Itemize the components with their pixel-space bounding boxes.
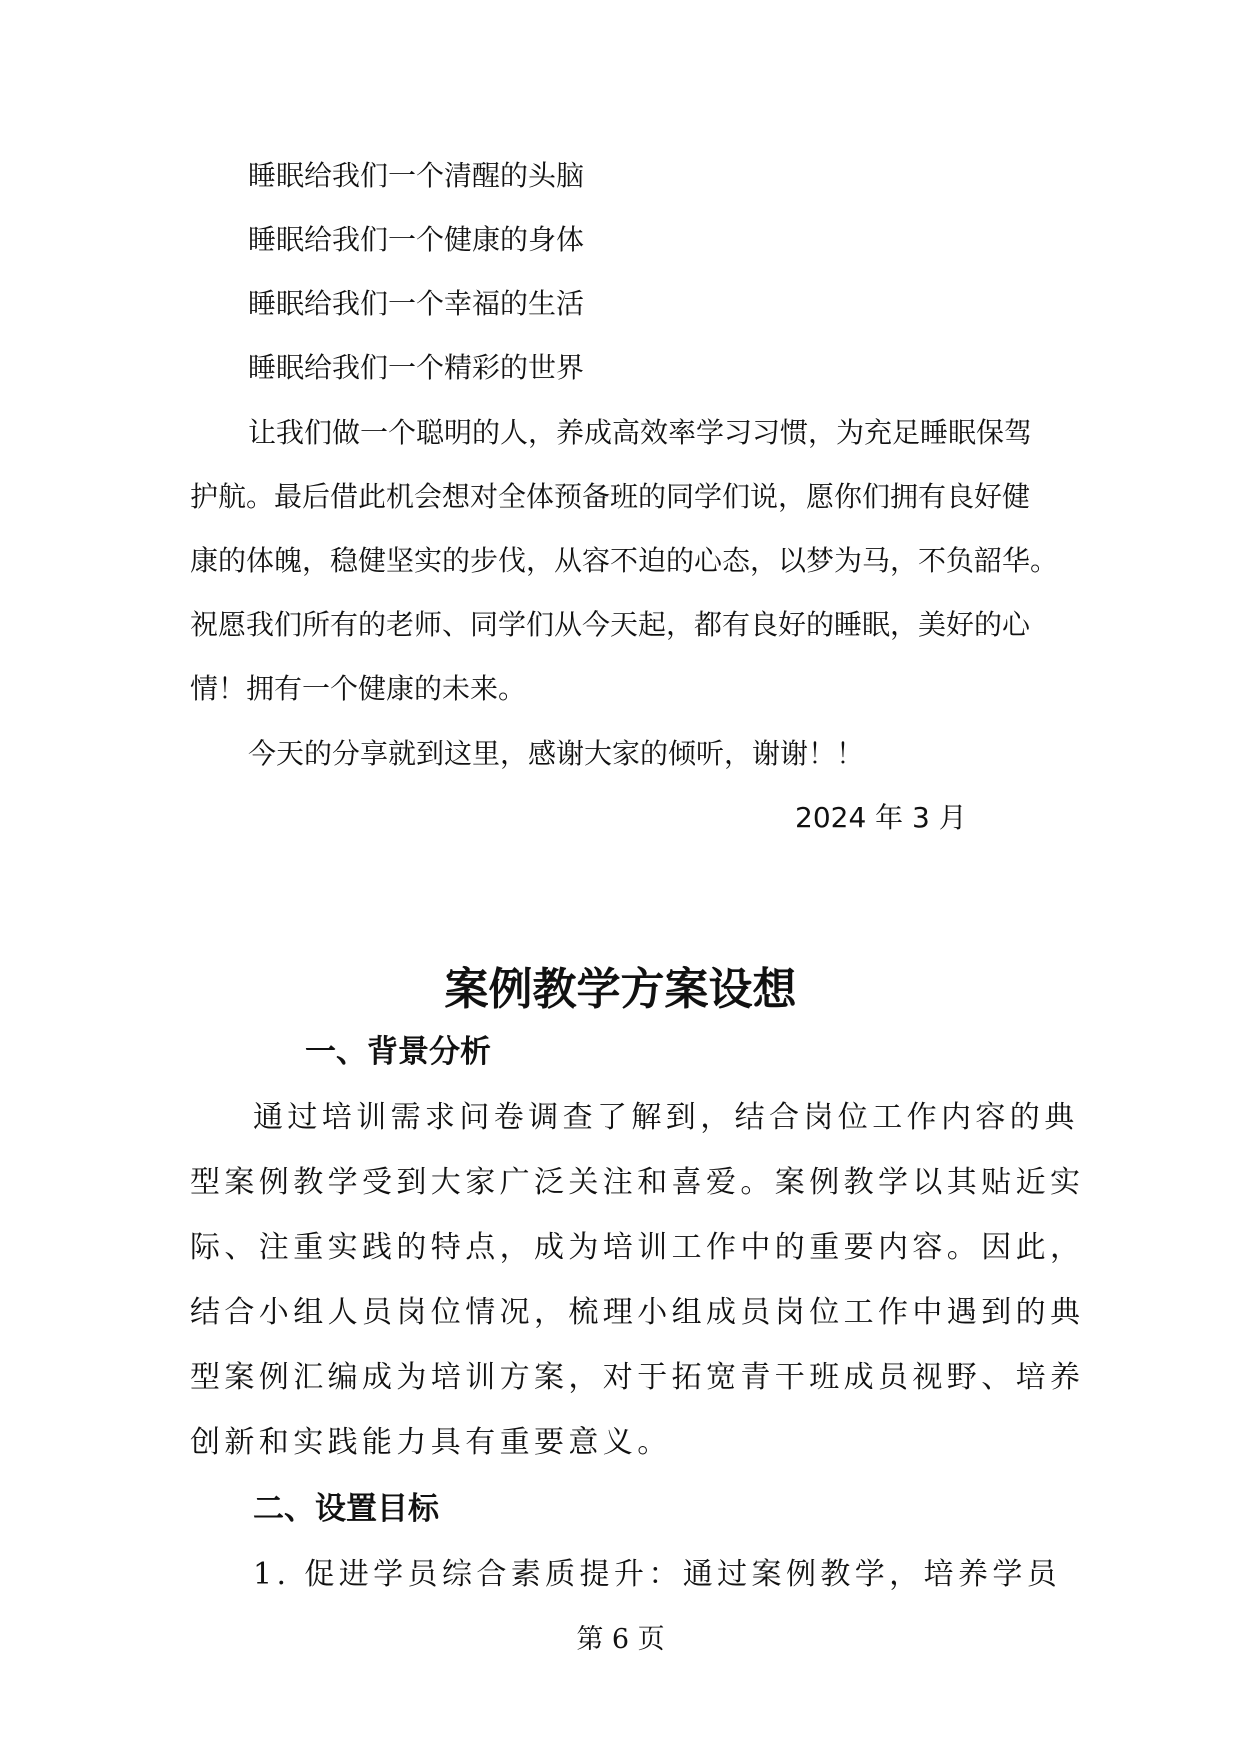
poem-line: 睡眠给我们一个精彩的世界 [248,351,585,384]
body-line: 结合小组人员岗位情况，梳理小组成员岗位工作中遇到的典 [190,1295,1085,1330]
document-title: 案例教学方案设想 [444,964,797,1015]
body-line: 际、注重实践的特点，成为培训工作中的重要内容。因此， [190,1230,1085,1265]
section-heading: 二、设置目标 [253,1491,439,1527]
paragraph-line: 祝愿我们所有的老师、同学们从今天起，都有良好的睡眠，美好的心 [190,608,1031,641]
list-item: 1. 促进学员综合素质提升：通过案例教学，培养学员 [253,1557,1062,1592]
section-heading: 一、背景分析 [305,1034,491,1070]
paragraph-line: 康的体魄，稳健坚实的步伐，从容不迫的心态，以梦为马，不负韶华。 [190,544,1059,577]
body-line: 型案例汇编成为培训方案，对于拓宽青干班成员视野、培养 [190,1360,1085,1395]
body-line: 通过培训需求问卷调查了解到，结合岗位工作内容的典 [253,1100,1079,1135]
body-line: 创新和实践能力具有重要意义。 [190,1425,672,1460]
speech-date: 2024 年 3 月 [795,801,967,834]
paragraph-line: 情！拥有一个健康的未来。 [190,672,527,705]
paragraph-line: 护航。最后借此机会想对全体预备班的同学们说，愿你们拥有良好健 [190,480,1031,513]
poem-line: 睡眠给我们一个幸福的生活 [248,287,585,320]
paragraph-line: 让我们做一个聪明的人，养成高效率学习习惯，为充足睡眠保驾 [248,416,1033,449]
poem-line: 睡眠给我们一个健康的身体 [248,223,585,256]
page-number: 第 6 页 [576,1624,665,1655]
poem-line: 睡眠给我们一个清醒的头脑 [248,159,585,192]
body-line: 型案例教学受到大家广泛关注和喜爱。案例教学以其贴近实 [190,1165,1085,1200]
closing-remark: 今天的分享就到这里，感谢大家的倾听，谢谢！！ [248,737,865,770]
